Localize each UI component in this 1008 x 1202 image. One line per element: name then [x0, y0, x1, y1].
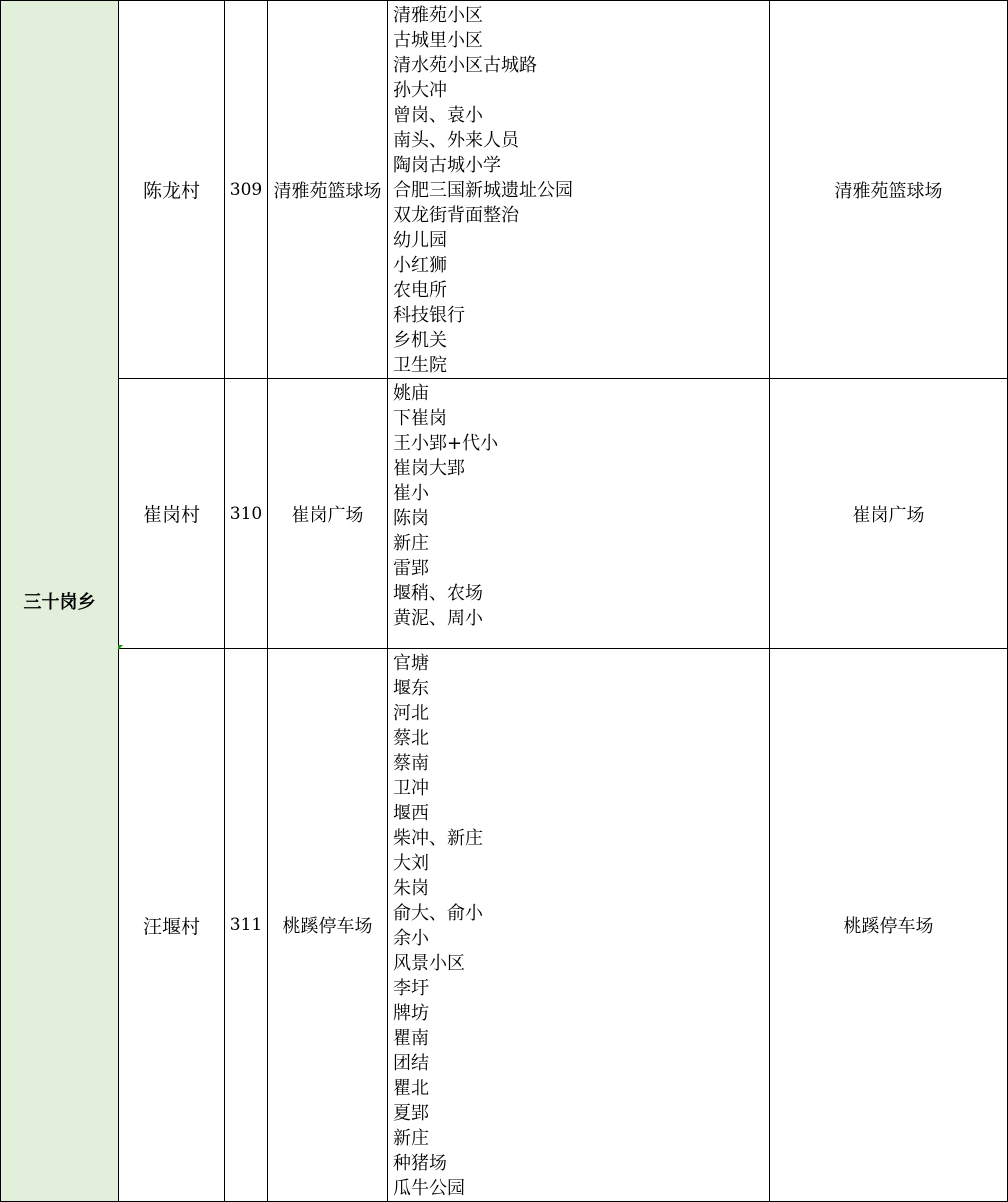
point-label: 清雅苑篮球场	[834, 180, 943, 202]
village-cell[interactable]	[119, 379, 225, 649]
list-item: 孙大冲	[393, 80, 447, 101]
list-item: 下崔岗	[393, 408, 447, 429]
list-item: 牌坊	[393, 1003, 429, 1024]
list-item: 风景小区	[393, 953, 465, 974]
list-item: 陈岗	[393, 508, 429, 529]
site-label: 清雅苑篮球场	[273, 180, 382, 202]
list-item: 团结	[393, 1053, 429, 1074]
list-item: 蔡北	[393, 728, 429, 749]
point-cell[interactable]	[770, 1, 1008, 379]
list-item: 瞿南	[393, 1028, 429, 1049]
areas-cell[interactable]	[388, 649, 770, 1202]
list-item: 大刘	[393, 853, 429, 874]
list-item: 科技银行	[393, 305, 465, 326]
list-item: 农电所	[393, 280, 447, 301]
table-row	[1, 1, 1008, 379]
list-item: 新庄	[393, 1128, 429, 1149]
list-item: 李圩	[393, 978, 429, 999]
list-item: 堰稍、农场	[393, 583, 483, 604]
number-value: 310	[229, 503, 263, 524]
point-cell[interactable]	[770, 379, 1008, 649]
table-row	[1, 649, 1008, 1202]
village-label: 崔岗村	[142, 504, 200, 526]
list-item: 蔡南	[393, 753, 429, 774]
list-item: 曾岗、袁小	[393, 105, 483, 126]
list-item: 瞿北	[393, 1078, 429, 1099]
list-item: 清水苑小区古城路	[393, 55, 537, 76]
list-item: 瓜牛公园	[393, 1178, 465, 1199]
list-item: 幼儿园	[393, 230, 447, 251]
areas-cell[interactable]	[388, 379, 770, 649]
point-cell[interactable]	[770, 649, 1008, 1202]
list-item: 小红狮	[393, 255, 447, 276]
list-item: 夏郢	[393, 1103, 429, 1124]
list-item: 南头、外来人员	[393, 130, 519, 151]
site-cell[interactable]	[268, 649, 388, 1202]
list-item: 俞大、俞小	[393, 903, 483, 924]
number-value: 311	[229, 915, 263, 935]
number-cell[interactable]	[225, 379, 268, 649]
table-row	[1, 379, 1008, 649]
list-item: 王小郢+代小	[393, 433, 499, 454]
list-item: 种猪场	[393, 1153, 447, 1174]
number-cell[interactable]	[225, 1, 268, 379]
number-cell[interactable]	[225, 649, 268, 1202]
list-item: 黄泥、周小	[393, 608, 483, 629]
list-item: 雷郢	[393, 558, 429, 579]
site-cell[interactable]	[268, 1, 388, 379]
site-cell[interactable]	[268, 379, 388, 649]
number-value: 309	[229, 179, 263, 200]
village-label: 汪堰村	[142, 915, 200, 938]
list-item: 河北	[393, 703, 429, 724]
list-item: 柴冲、新庄	[393, 828, 483, 849]
village-label: 陈龙村	[142, 180, 200, 202]
list-item: 姚庙	[393, 383, 429, 404]
list-item: 卫冲	[393, 778, 429, 799]
list-item: 崔小	[393, 483, 429, 504]
list-item: 双龙街背面整治	[393, 205, 519, 226]
village-cell[interactable]	[119, 1, 225, 379]
list-item: 余小	[393, 928, 429, 949]
list-item: 官塘	[393, 653, 429, 674]
list-item: 堰东	[393, 678, 429, 699]
list-item: 乡机关	[393, 330, 447, 351]
areas-cell[interactable]	[388, 1, 770, 379]
list-item: 合肥三国新城遗址公园	[393, 180, 573, 201]
village-cell[interactable]	[119, 649, 225, 1202]
list-item: 新庄	[393, 533, 429, 554]
list-item: 崔岗大郢	[393, 458, 465, 479]
site-label: 桃蹊停车场	[282, 916, 373, 937]
list-item: 古城里小区	[393, 30, 483, 51]
point-label: 桃蹊停车场	[843, 916, 934, 937]
list-item: 卫生院	[393, 355, 447, 376]
list-item: 朱岗	[393, 878, 429, 899]
list-item: 陶岗古城小学	[393, 155, 501, 176]
point-label: 崔岗广场	[852, 504, 925, 526]
township-cell[interactable]	[1, 1, 119, 1202]
cell-comment-indicator-icon	[118, 645, 123, 650]
list-item: 清雅苑小区	[393, 5, 483, 26]
site-label: 崔岗广场	[291, 504, 364, 526]
list-item: 堰西	[393, 803, 429, 824]
township-label: 三十岗乡	[23, 592, 96, 613]
